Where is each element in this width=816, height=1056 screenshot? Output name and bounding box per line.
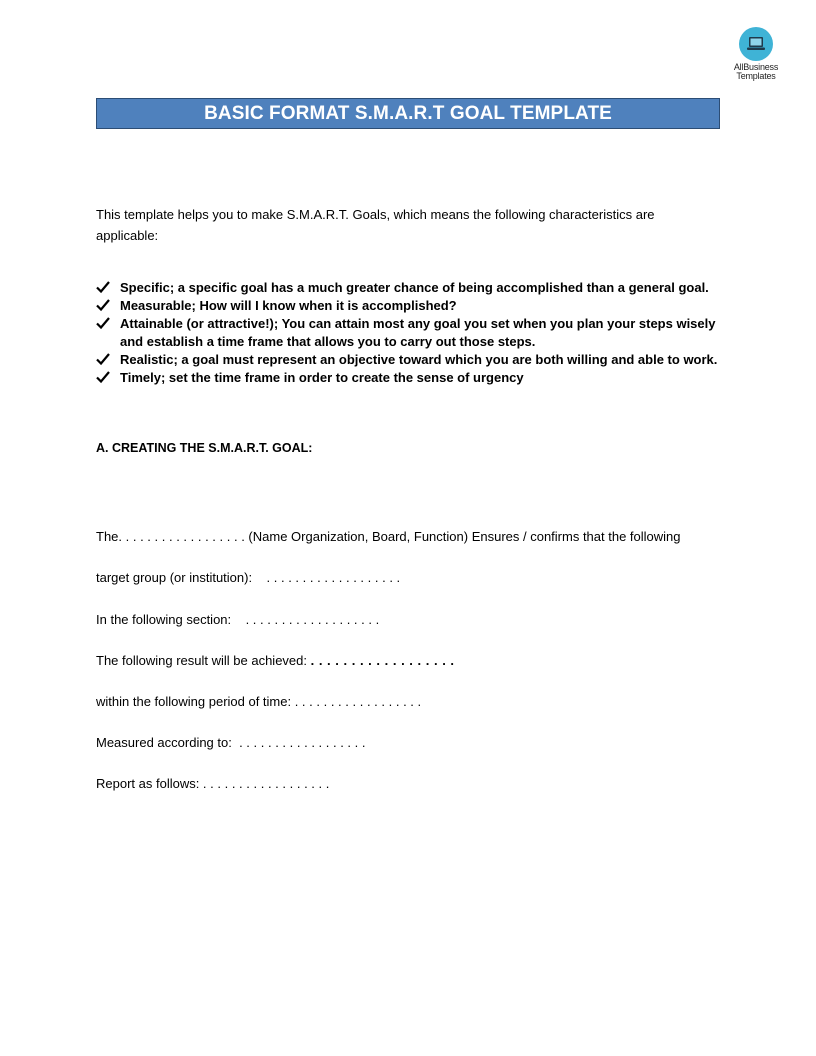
form-line-period: within the following period of time: . . . . . . . . . . . . . . . . . . bbox=[96, 694, 422, 709]
checkmark-icon bbox=[96, 280, 110, 294]
list-item bbox=[96, 315, 726, 350]
form-line-section: In the following section: . . . . . . . . . . . . . . . . . . . bbox=[96, 612, 380, 627]
list-item-text: Realistic; a goal must represent an objective toward which you are both willing and able to work. bbox=[120, 351, 718, 367]
list-item-text: Attainable (or attractive!); You can attain most any goal you set when you plan your steps wisely and establish a time frame that allows you to carry out those steps. bbox=[120, 316, 716, 349]
smart-checklist bbox=[96, 279, 726, 387]
intro-paragraph: This template helps you to make S.M.A.R.T. Goals, which means the following characteristics are applicable: bbox=[96, 207, 655, 243]
list-item bbox=[96, 351, 726, 369]
checkmark-icon bbox=[96, 370, 110, 384]
form-line-target-group: target group (or institution): . . . . . . . . . . . . . . . . . . . bbox=[96, 570, 401, 585]
list-item bbox=[96, 369, 726, 387]
form-line-result-label: The following result will be achieved: bbox=[96, 653, 311, 668]
title-banner bbox=[96, 98, 720, 129]
laptop-icon bbox=[739, 27, 773, 61]
checkmark-icon bbox=[96, 316, 110, 330]
form-line-report: Report as follows: . . . . . . . . . . . . . . . . . . bbox=[96, 776, 330, 791]
form-line-measured: Measured according to: . . . . . . . . . . . . . . . . . . bbox=[96, 735, 366, 750]
form-line-organization: The. . . . . . . . . . . . . . . . . . (Name Organization, Board, Function) Ensures / confirms that the following bbox=[96, 529, 681, 544]
checkmark-icon bbox=[96, 298, 110, 312]
list-item bbox=[96, 297, 726, 315]
logo-text bbox=[728, 63, 784, 81]
list-item-text: Timely; set the time frame in order to create the sense of urgency bbox=[120, 369, 524, 385]
page-title: BASIC FORMAT S.M.A.R.T GOAL TEMPLATE bbox=[204, 102, 612, 124]
logo-line-2: Templates bbox=[736, 71, 776, 81]
logo bbox=[728, 27, 784, 81]
form-line-result bbox=[96, 653, 455, 668]
list-item bbox=[96, 279, 726, 297]
checkmark-icon bbox=[96, 352, 110, 366]
list-item-text: Measurable; How will I know when it is accomplished? bbox=[120, 298, 457, 313]
form-line-result-dots: . . . . . . . . . . . . . . . . . . bbox=[310, 653, 455, 668]
logo-line-1: AllBusiness bbox=[733, 62, 779, 72]
list-item-text: Specific; a specific goal has a much greater chance of being accomplished than a general goal. bbox=[120, 280, 709, 295]
section-heading: A. CREATING THE S.M.A.R.T. GOAL: bbox=[96, 441, 313, 455]
